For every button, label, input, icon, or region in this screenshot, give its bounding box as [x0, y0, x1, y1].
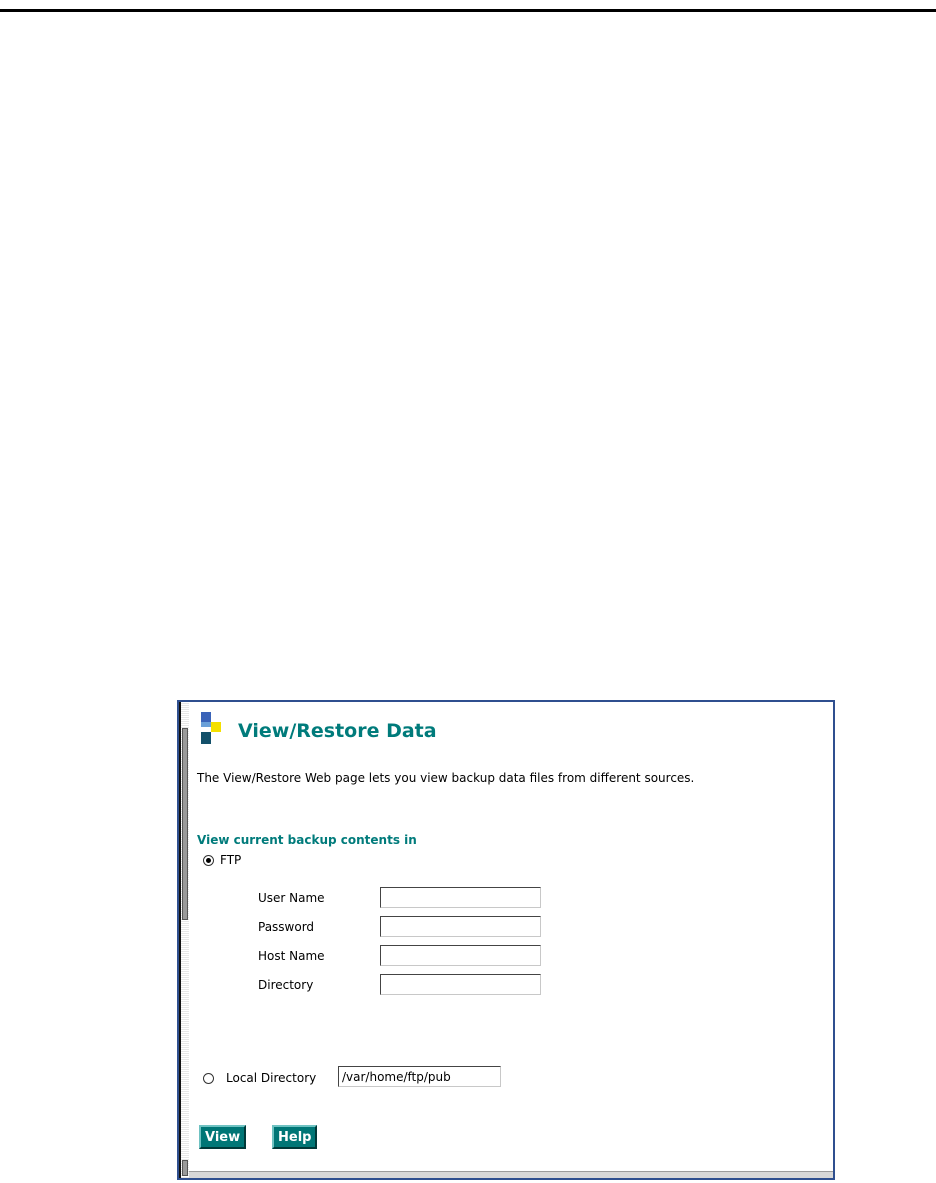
page-title: View/Restore Data	[238, 720, 437, 742]
directory-label: Directory	[258, 978, 314, 992]
stacked-squares-logo-icon	[201, 712, 223, 746]
ftp-radio-label: FTP	[220, 853, 242, 867]
host-name-input[interactable]	[380, 945, 541, 966]
directory-input[interactable]	[380, 974, 541, 995]
intro-text: The View/Restore Web page lets you view backup data files from different sources.	[197, 771, 695, 785]
top-rule	[0, 9, 936, 12]
scrollbar-thumb[interactable]	[182, 728, 188, 920]
help-button[interactable]: Help	[272, 1125, 317, 1149]
user-name-input[interactable]	[380, 887, 541, 908]
ftp-radio[interactable]	[203, 855, 214, 866]
host-name-label: Host Name	[258, 949, 325, 963]
local-directory-radio[interactable]	[203, 1073, 214, 1084]
password-input[interactable]	[380, 916, 541, 937]
local-directory-label: Local Directory	[226, 1071, 317, 1085]
scrollbar-end	[182, 1160, 188, 1176]
browser-frame	[177, 700, 835, 1180]
left-scrollbar[interactable]	[179, 702, 189, 1178]
bottom-edge	[189, 1171, 833, 1178]
password-label: Password	[258, 920, 315, 934]
user-name-label: User Name	[258, 891, 325, 905]
view-button[interactable]: View	[199, 1125, 246, 1149]
local-directory-input[interactable]	[338, 1066, 501, 1087]
section-heading: View current backup contents in	[197, 833, 417, 847]
